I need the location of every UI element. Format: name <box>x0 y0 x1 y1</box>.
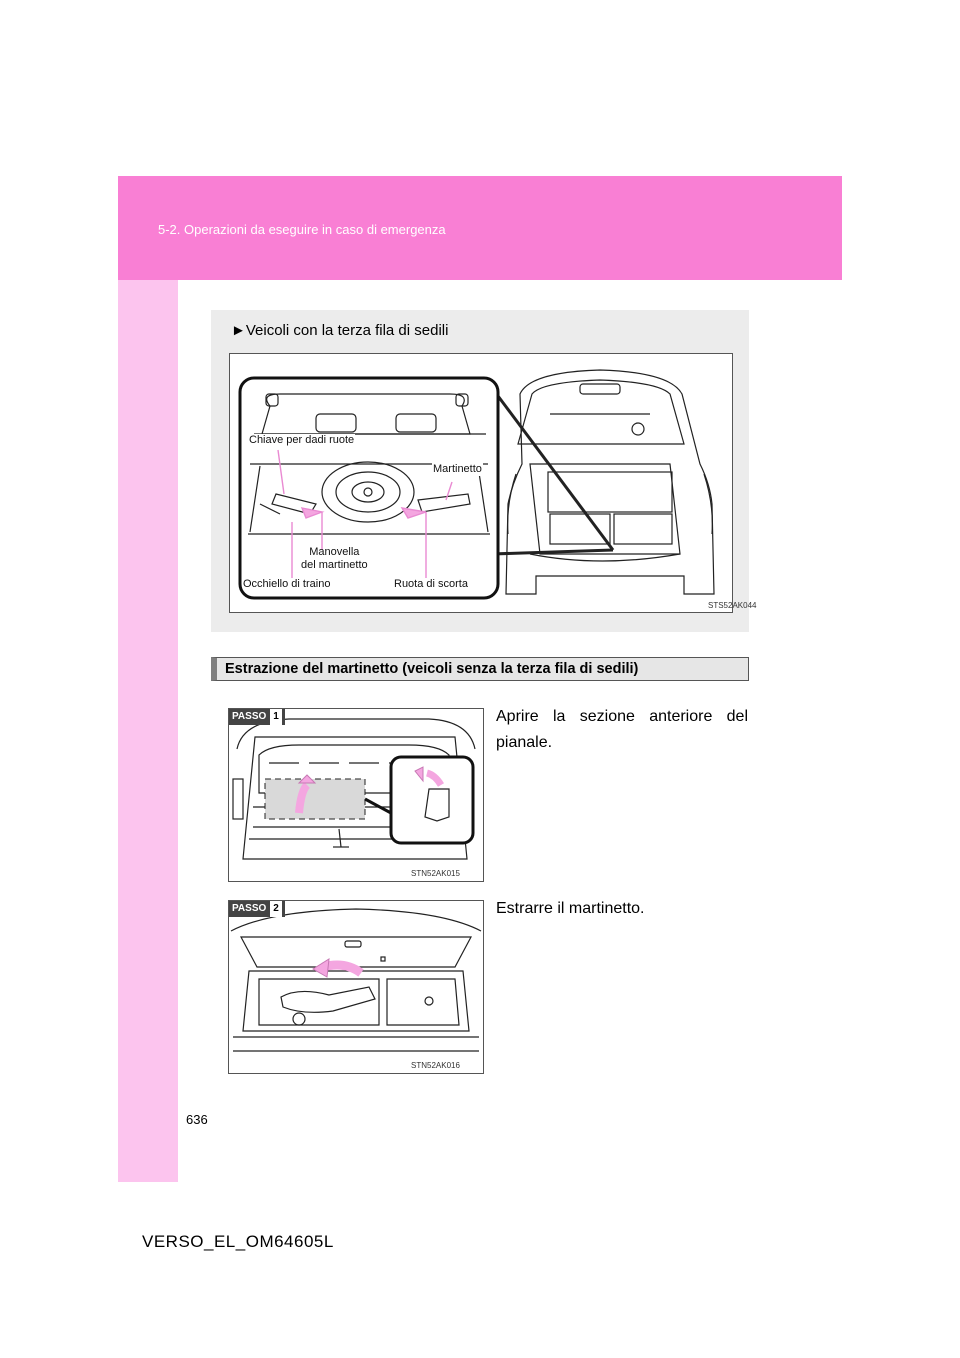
step-1-drawing <box>229 709 483 881</box>
side-tab <box>118 280 178 1182</box>
step-1-figure <box>228 708 484 882</box>
callout-jack-handle: Manovella del martinetto <box>301 546 368 571</box>
trunk-illustration <box>229 353 757 613</box>
panel-title: ►Veicoli con la terza fila di sedili <box>231 322 449 339</box>
section-breadcrumb: 5-2. Operazioni da eseguire in caso di emergenza <box>158 222 446 237</box>
step-2-figure-code: STN52AK016 <box>411 1061 460 1070</box>
document-code: VERSO_EL_OM64605L <box>142 1232 334 1251</box>
callout-wheel-wrench: Chiave per dadi ruote <box>249 434 355 446</box>
figure-code: STS52AK044 <box>708 601 757 610</box>
step-2-text: Estrarre il martinetto. <box>496 900 645 917</box>
callout-jack: Martinetto <box>433 463 482 475</box>
step-2-badge <box>229 901 285 917</box>
step-label: PASSO <box>232 711 267 722</box>
step-number: 2 <box>270 901 282 917</box>
step-2-figure <box>228 900 484 1074</box>
step-1-text: Aprire la sezione anteriore del pianale. <box>496 708 748 751</box>
step-number: 1 <box>270 709 282 725</box>
chapter-header <box>118 176 842 280</box>
step-label: PASSO <box>232 903 267 914</box>
step-2-drawing <box>229 901 483 1073</box>
section-heading: Estrazione del martinetto (veicoli senza la terza fila di sedili) <box>211 657 749 681</box>
callout-spare-wheel: Ruota di scorta <box>394 578 468 590</box>
page-number: 636 <box>186 1112 208 1127</box>
callout-towing-eyelet: Occhiello di traino <box>243 578 331 590</box>
step-1-badge <box>229 709 285 725</box>
trunk-drawing <box>230 354 757 612</box>
step-1-figure-code: STN52AK015 <box>411 869 460 878</box>
